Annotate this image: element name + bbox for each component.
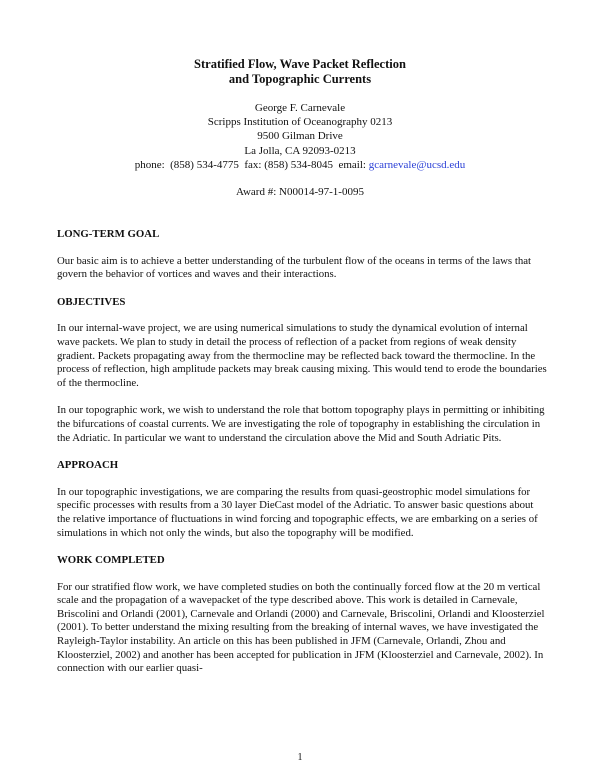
- email-link[interactable]: gcarnevale@ucsd.edu: [368, 158, 466, 171]
- author-block: [0, 101, 600, 172]
- address-line-1: 9500 Gilman Drive: [257, 130, 343, 143]
- section-heading-objectives: OBJECTIVES: [57, 295, 126, 308]
- objectives-paragraph-2: In our topographic work, we wish to understand the role that bottom topography plays in permitting or inhibiting the bifurcations of coastal currents. We are investigating the role of topography in establishing the circulation in the Adriatic. In particular we want to understand the circulation above the Mid and South Adriatic Pits.: [57, 404, 545, 444]
- page-number: 1: [297, 752, 303, 763]
- approach-paragraph: In our topographic investigations, we are comparing the results from quasi-geostrophic model simulations for specific processes with results from a 30 layer DieCast model of the Adriatic. To answer basic questions about the relative importance of fluctuations in wind forcing and topographic effects, we are embarking on a series of simulations in which not only the winds, but also the topography will be modified.: [57, 485, 538, 539]
- title-line-1: Stratified Flow, Wave Packet Reflection: [194, 57, 406, 71]
- award-number: Award #: N00014-97-1-0095: [236, 186, 364, 198]
- author-name: George F. Carnevale: [254, 102, 346, 114]
- work-completed-paragraph: For our stratified flow work, we have completed studies on both the continually forced flow at the 20 m vertical scale and the propagation of a wavepacket of the type described above. This work is detailed in Carnevale, Briscolini and Orlandi (2001), Carnevale and Orlandi (2000) and Carnevale, Briscolini, Orlandi and Kloosterziel (2001). To better understand the mixing resulting from the breaking of internal waves, we have investigated the Rayleigh-Taylor instability. An article on this has been published in JFM (Carnevale, Orlandi, Zhou and Kloosterziel, 2002) and another has been accepted for publication in JFM (Kloosterziel and Carnevale, 2002). In connection with our earlier quasi-: [57, 580, 545, 675]
- objectives-paragraph-1: In our internal-wave project, we are using numerical simulations to study the dynamical evolution of internal wave packets. We plan to study in detail the process of reflection of a packet from regions of weak density gradient. Packets propagating away from the thermocline may be reflected back toward the thermocline. In the process of reflection, high amplitude packets may break causing mixing. This would tend to erode the boundaries of the thermocline.: [57, 322, 547, 389]
- goal-paragraph: Our basic aim is to achieve a better understanding of the turbulent flow of the oceans in terms of the laws that govern the behavior of vortices and waves and their interactions.: [57, 254, 532, 281]
- section-heading-goal: LONG-TERM GOAL: [57, 228, 160, 240]
- address-line-2: La Jolla, CA 92093-0213: [244, 144, 356, 157]
- title-line-2: and Topographic Currents: [228, 72, 372, 86]
- contact-text: phone: (858) 534-4775 fax: (858) 534-8045 email:: [134, 158, 369, 171]
- document-title: [0, 57, 600, 87]
- section-heading-approach: APPROACH: [57, 459, 119, 472]
- contact-line: [0, 158, 600, 172]
- document-body: [57, 228, 547, 676]
- author-institution: Scripps Institution of Oceanography 0213: [207, 116, 393, 129]
- section-heading-work-completed: WORK COMPLETED: [57, 554, 165, 567]
